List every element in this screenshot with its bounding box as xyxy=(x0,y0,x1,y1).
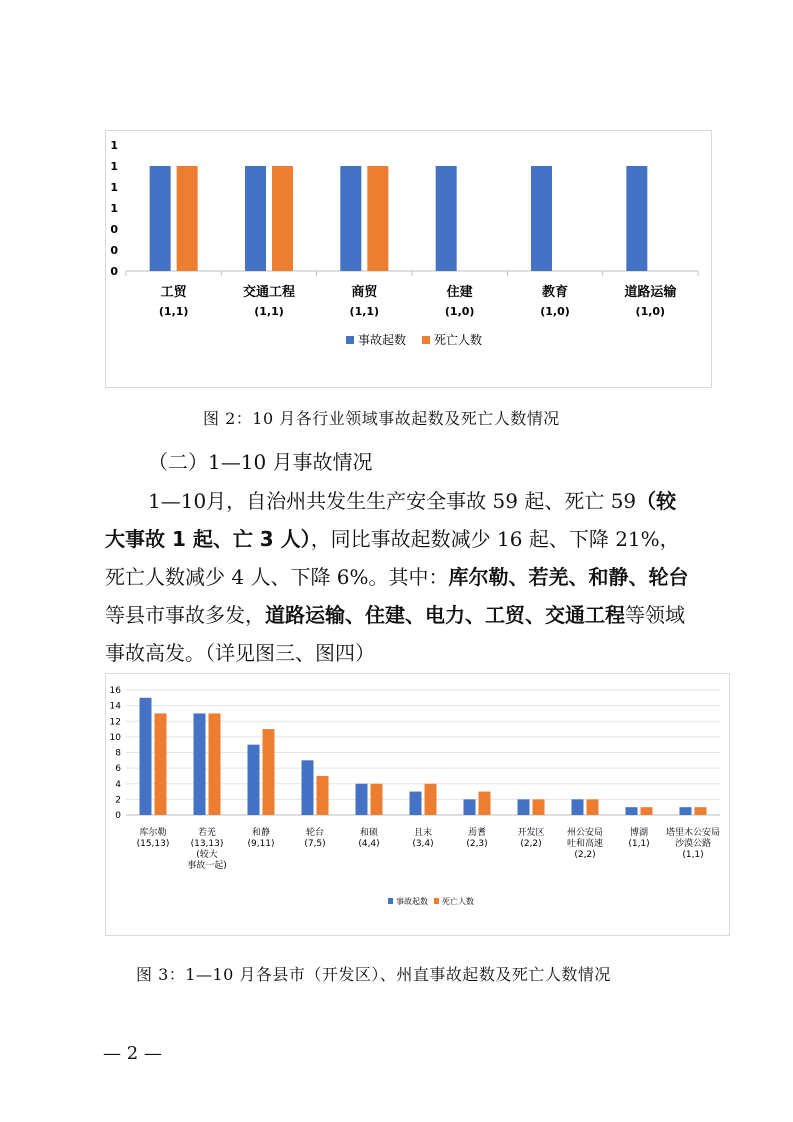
bold-run: 库尔勒、若羌、和静、轮台 xyxy=(448,565,689,589)
text-run: 等县市事故多发， xyxy=(105,603,265,627)
category-label: 工贸 xyxy=(160,285,187,300)
bar-accidents xyxy=(140,698,152,815)
text-run: 1—10月，自治州共发生生产安全事故 59 起、死亡 59 xyxy=(148,489,637,513)
category-label: (2,2) xyxy=(520,839,542,849)
bar-deaths xyxy=(425,784,437,815)
category-label: (13,13) xyxy=(190,839,224,849)
legend-swatch xyxy=(388,898,393,904)
category-label: 吐和高速 xyxy=(566,839,604,849)
category-label: 和硕 xyxy=(359,828,379,838)
y-tick-label: 14 xyxy=(109,701,121,712)
y-tick-label: 2 xyxy=(115,795,121,806)
category-label: (较大 xyxy=(196,850,218,860)
section-heading: （二）1—10 月事故情况 xyxy=(148,450,373,474)
legend-swatch xyxy=(434,898,439,904)
bar-deaths xyxy=(587,799,599,815)
category-label: (15,13) xyxy=(136,839,170,849)
bar-deaths xyxy=(641,807,653,815)
y-tick-label: 0 xyxy=(115,811,121,821)
bar-accidents xyxy=(150,166,171,271)
category-label: (7,5) xyxy=(304,839,326,849)
bar-accidents xyxy=(518,799,530,815)
legend-label: 死亡人数 xyxy=(434,333,483,347)
bar-accidents xyxy=(436,166,457,271)
bar-deaths xyxy=(263,729,275,815)
bar-deaths xyxy=(479,792,491,815)
category-label: 沙漠公路 xyxy=(674,839,712,849)
category-label: 交通工程 xyxy=(242,285,296,300)
y-tick-label: 1 xyxy=(110,202,118,215)
category-sublabel: (1,0) xyxy=(635,305,666,318)
category-label: 若羌 xyxy=(197,828,217,838)
bold-run: 大事故 1 起、亡 3 人） xyxy=(105,527,311,551)
bar-accidents xyxy=(572,799,584,815)
category-label: 道路运输 xyxy=(624,285,677,300)
legend-label: 死亡人数 xyxy=(442,897,474,906)
y-tick-label: 1 xyxy=(110,181,118,194)
category-sublabel: (1,0) xyxy=(540,305,570,318)
category-label: 焉耆 xyxy=(467,828,487,838)
legend-swatch xyxy=(422,336,430,344)
category-label: 库尔勒 xyxy=(139,828,167,838)
y-tick-label: 1 xyxy=(110,139,118,152)
bar-accidents xyxy=(464,799,476,815)
text-run: 事故高发。（详见图三、图四） xyxy=(105,641,375,665)
page-number: — 2 — xyxy=(103,1043,162,1064)
category-label: 轮台 xyxy=(305,828,325,838)
summary-paragraph xyxy=(105,482,705,672)
category-label: (9,11) xyxy=(247,839,275,849)
bar-accidents xyxy=(531,166,552,271)
category-label: 且末 xyxy=(413,828,433,838)
bar-accidents xyxy=(626,166,647,271)
category-label: 博湖 xyxy=(629,828,649,838)
category-sublabel: (1,1) xyxy=(349,305,380,318)
bold-run: 道路运输、住建、电力、工贸、交通工程 xyxy=(265,603,625,627)
text-run: 死亡人数减少 4 人、下降 6%。其中： xyxy=(105,565,449,589)
bar-deaths xyxy=(533,799,545,815)
y-tick-label: 0 xyxy=(110,244,118,257)
y-tick-label: 0 xyxy=(110,223,118,236)
bar-deaths xyxy=(371,784,383,815)
category-label: (1,1) xyxy=(682,850,704,860)
paragraph-line-4 xyxy=(105,596,705,634)
category-sublabel: (1,0) xyxy=(444,305,475,318)
county-chart-svg xyxy=(106,674,731,937)
paragraph-line-1 xyxy=(105,482,705,520)
bar-deaths xyxy=(367,166,388,271)
category-label: 商贸 xyxy=(351,285,378,300)
industry-chart xyxy=(105,130,712,388)
paragraph-line-5 xyxy=(105,634,705,672)
bar-deaths xyxy=(695,807,707,815)
y-tick-label: 4 xyxy=(115,779,121,790)
y-tick-label: 0 xyxy=(110,265,118,278)
category-label: 州公安局 xyxy=(566,828,604,838)
y-tick-label: 16 xyxy=(109,686,121,696)
y-tick-label: 12 xyxy=(109,717,121,728)
paragraph-line-2 xyxy=(105,520,705,558)
category-sublabel: (1,1) xyxy=(254,305,284,318)
category-label: 教育 xyxy=(541,285,569,300)
text-run: 等领域 xyxy=(625,603,685,627)
bar-accidents xyxy=(245,166,266,271)
category-sublabel: (1,1) xyxy=(158,305,189,318)
bar-deaths xyxy=(177,166,198,271)
bar-accidents xyxy=(248,745,260,815)
legend-label: 事故起数 xyxy=(396,897,428,906)
category-label: (3,4) xyxy=(412,839,434,849)
category-label: (4,4) xyxy=(358,839,380,849)
bar-deaths xyxy=(155,713,167,815)
legend-label: 事故起数 xyxy=(358,333,407,347)
y-tick-label: 8 xyxy=(115,748,121,759)
industry-chart-svg xyxy=(106,131,713,389)
y-tick-label: 10 xyxy=(109,732,121,743)
bar-deaths xyxy=(272,166,293,271)
bar-deaths xyxy=(317,776,329,815)
category-label: (2,3) xyxy=(466,839,488,849)
bar-accidents xyxy=(302,760,314,815)
figure-2-caption: 图 2：10 月各行业领域事故起数及死亡人数情况 xyxy=(203,409,560,428)
category-label: 事故一起) xyxy=(187,861,227,871)
bar-accidents xyxy=(626,807,638,815)
paragraph-line-3 xyxy=(105,558,705,596)
bar-deaths xyxy=(209,713,221,815)
category-label: 住建 xyxy=(446,285,473,300)
category-label: (2,2) xyxy=(574,850,596,860)
bar-accidents xyxy=(680,807,692,815)
bold-run: （较 xyxy=(636,489,677,513)
legend-swatch xyxy=(346,336,354,344)
bar-accidents xyxy=(410,792,422,815)
y-tick-label: 6 xyxy=(115,764,121,775)
category-label: 开发区 xyxy=(517,828,545,838)
y-tick-label: 1 xyxy=(110,160,118,173)
category-label: 塔里木公安局 xyxy=(665,828,721,838)
county-chart xyxy=(105,673,730,936)
figure-3-caption: 图 3：1—10 月各县市（开发区）、州直事故起数及死亡人数情况 xyxy=(136,965,611,984)
category-label: (1,1) xyxy=(628,839,650,849)
bar-accidents xyxy=(356,784,368,815)
bar-accidents xyxy=(340,166,361,271)
category-label: 和静 xyxy=(251,828,271,838)
text-run: ，同比事故起数减少 16 起、下降 21%， xyxy=(310,527,680,551)
bar-accidents xyxy=(194,713,206,815)
